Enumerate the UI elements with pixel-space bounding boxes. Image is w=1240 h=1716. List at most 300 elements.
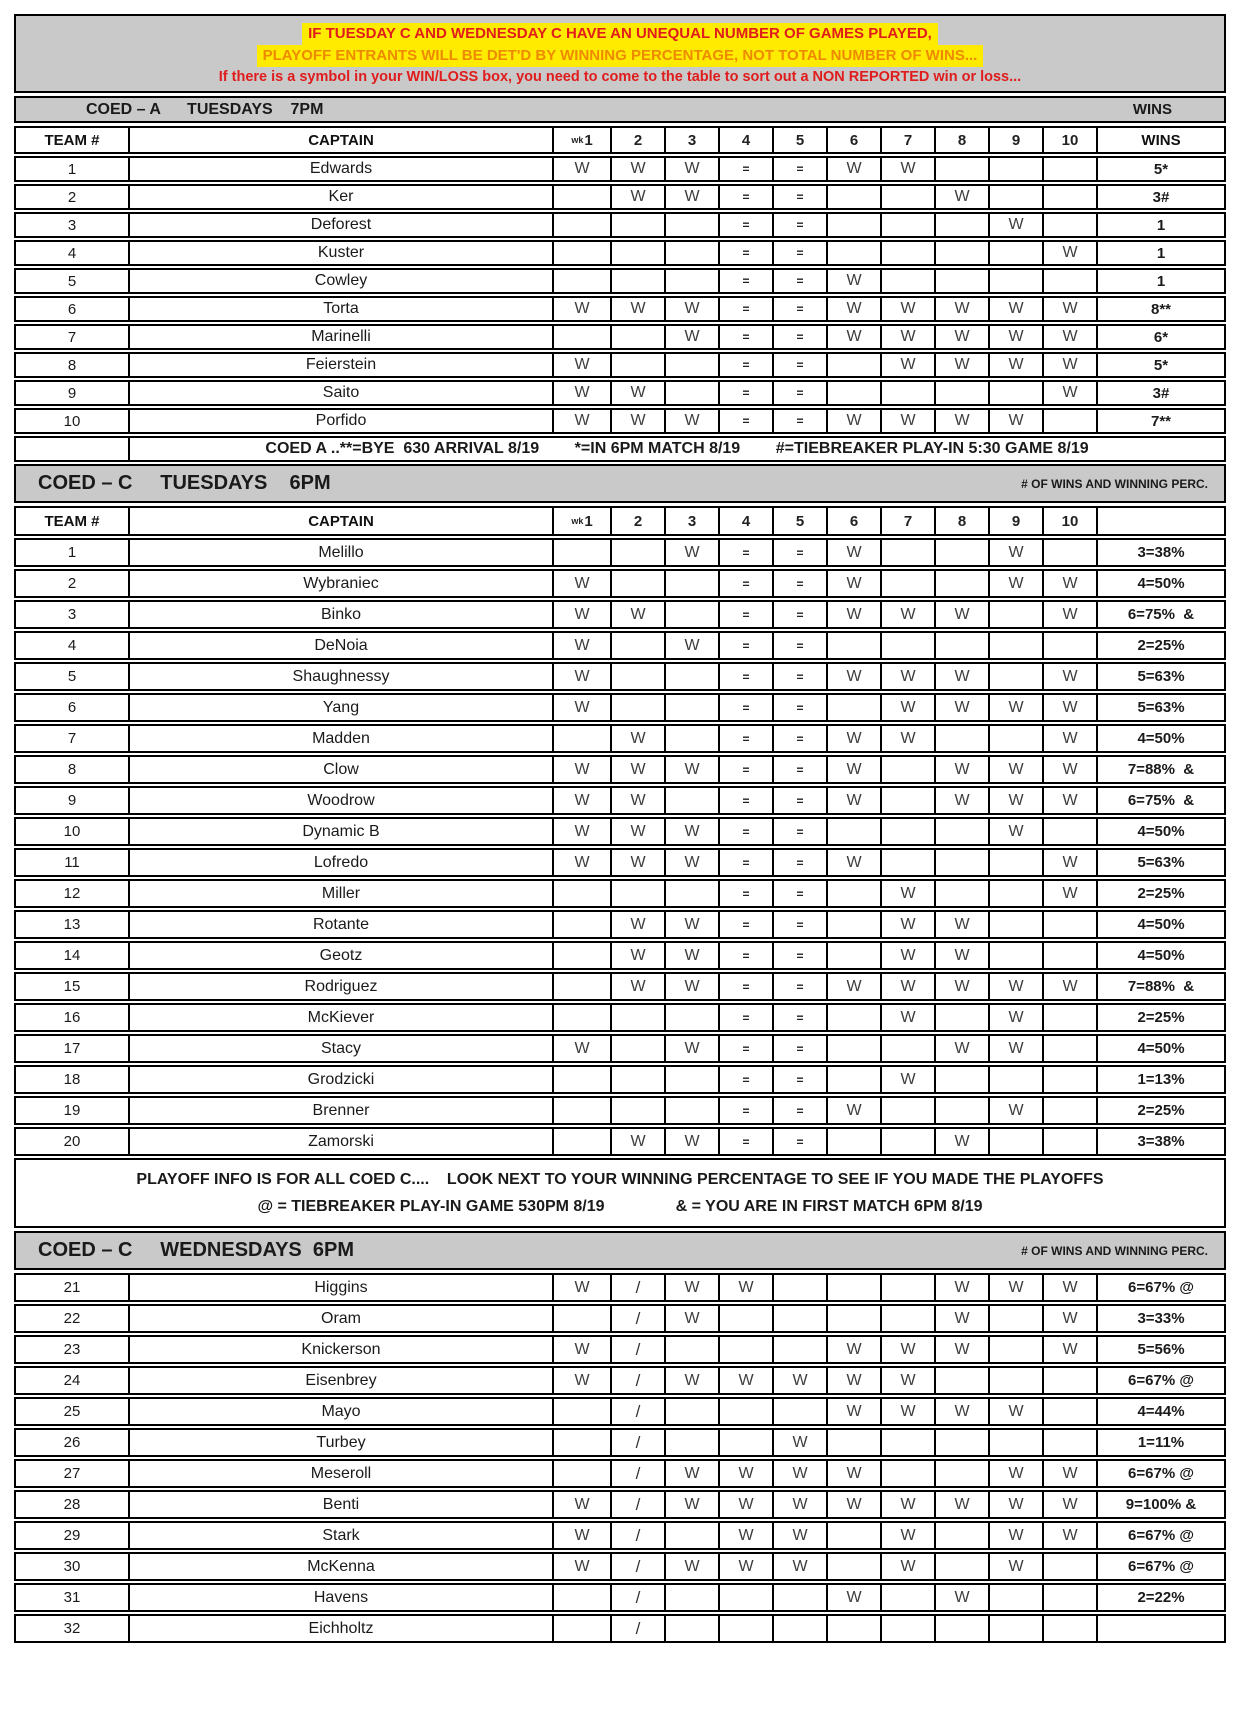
week-result-cell xyxy=(664,270,718,292)
table-row xyxy=(14,724,1226,753)
captain-cell: Porfido xyxy=(128,410,552,432)
week-result-cell xyxy=(934,1005,988,1030)
week-result-cell xyxy=(826,819,880,844)
week-result-cell xyxy=(826,695,880,720)
week-result-cell: / xyxy=(610,1554,664,1579)
week-result-cell: W xyxy=(610,158,664,180)
week-result-cell: W xyxy=(552,664,610,689)
week-result-cell: W xyxy=(772,1523,826,1548)
week-result-cell: W xyxy=(880,602,934,627)
week-result-cell xyxy=(934,1523,988,1548)
week-result-cell xyxy=(610,695,664,720)
week-result-cell: W xyxy=(664,1306,718,1331)
week-result-cell: = xyxy=(772,326,826,348)
week-result-cell: W xyxy=(934,974,988,999)
table-row xyxy=(14,212,1226,238)
week-result-cell xyxy=(664,726,718,751)
week-result-cell xyxy=(826,354,880,376)
wins-cell: 3=38% xyxy=(1096,540,1224,565)
week-result-cell xyxy=(1042,819,1096,844)
week-result-cell: W xyxy=(934,664,988,689)
week-result-cell: W xyxy=(552,1492,610,1517)
week-result-cell: W xyxy=(664,850,718,875)
captain-cell: Madden xyxy=(128,726,552,751)
week-result-cell xyxy=(552,326,610,348)
header-captain-cell: CAPTAIN xyxy=(128,508,552,534)
playoff-info-line-2: @ = TIEBREAKER PLAY-IN GAME 530PM 8/19 & = YOU ARE IN FIRST MATCH 6PM 8/19 xyxy=(257,1198,983,1215)
section-band xyxy=(14,464,1226,503)
captain-cell: Grodzicki xyxy=(128,1067,552,1092)
week-result-cell xyxy=(610,540,664,565)
week-result-cell: W xyxy=(988,1461,1042,1486)
week-result-cell: W xyxy=(1042,602,1096,627)
table-row xyxy=(14,1490,1226,1519)
wins-cell: 3# xyxy=(1096,186,1224,208)
header-team-cell: TEAM # xyxy=(44,131,100,149)
week-result-cell: W xyxy=(934,1129,988,1154)
wins-cell: 2=25% xyxy=(1096,1005,1224,1030)
team-number-cell: 9 xyxy=(67,384,77,402)
captain-cell: Rodriguez xyxy=(128,974,552,999)
section-band xyxy=(14,1231,1226,1270)
captain-cell: Lofredo xyxy=(128,850,552,875)
week-result-cell: = xyxy=(772,695,826,720)
week-result-cell xyxy=(1042,1430,1096,1455)
week-result-cell: W xyxy=(1042,1275,1096,1300)
week-result-cell: / xyxy=(610,1337,664,1362)
week-result-cell xyxy=(988,1337,1042,1362)
wins-cell: 2=22% xyxy=(1096,1585,1224,1610)
week-result-cell xyxy=(826,943,880,968)
week-result-cell: W xyxy=(664,1368,718,1393)
week-result-cell: W xyxy=(610,757,664,782)
week-result-cell xyxy=(772,1616,826,1641)
week-result-cell: W xyxy=(552,354,610,376)
week-result-cell xyxy=(664,1337,718,1362)
week-result-cell: W xyxy=(934,1585,988,1610)
week-result-cell xyxy=(664,1585,718,1610)
week-result-cell xyxy=(826,1616,880,1641)
week-result-cell xyxy=(934,850,988,875)
week-result-cell: = xyxy=(772,974,826,999)
table-row xyxy=(14,156,1226,182)
team-number-cell: 12 xyxy=(63,885,81,902)
week-number-label: 1 xyxy=(584,131,593,149)
table-row xyxy=(14,600,1226,629)
week-result-cell xyxy=(826,1430,880,1455)
week-result-cell xyxy=(552,214,610,236)
table-row xyxy=(14,1614,1226,1643)
week-result-cell xyxy=(826,186,880,208)
week-result-cell: W xyxy=(880,726,934,751)
table-row xyxy=(14,1096,1226,1125)
table-row xyxy=(14,1397,1226,1426)
notice-line-2 xyxy=(20,45,1220,67)
captain-cell: Dynamic B xyxy=(128,819,552,844)
week-result-cell xyxy=(934,540,988,565)
table-row xyxy=(14,1127,1226,1156)
week-result-cell: W xyxy=(1042,382,1096,404)
week-result-cell: W xyxy=(1042,695,1096,720)
week-result-cell xyxy=(1042,633,1096,658)
section-band-right-label: # OF WINS AND WINNING PERC. xyxy=(1021,476,1208,491)
week-result-cell: W xyxy=(552,1368,610,1393)
captain-cell: Stacy xyxy=(128,1036,552,1061)
team-number-cell: 9 xyxy=(67,792,77,809)
week-result-cell xyxy=(552,242,610,264)
week-result-cell xyxy=(826,1036,880,1061)
header-wins-cell: WINS xyxy=(1096,128,1224,152)
week-result-cell: W xyxy=(934,912,988,937)
captain-cell: Turbey xyxy=(128,1430,552,1455)
week-result-cell: W xyxy=(988,974,1042,999)
week-result-cell: = xyxy=(772,664,826,689)
week-result-cell xyxy=(826,1554,880,1579)
header-week-1-cell xyxy=(552,128,610,152)
week-result-cell: = xyxy=(772,158,826,180)
week-result-cell: W xyxy=(880,912,934,937)
team-number-cell: 3 xyxy=(67,606,77,623)
header-week-cell: 10 xyxy=(1042,508,1096,534)
week-result-cell: W xyxy=(1042,1337,1096,1362)
week-result-cell: = xyxy=(772,540,826,565)
playoff-info-box xyxy=(14,1158,1226,1228)
table-row xyxy=(14,380,1226,406)
week-result-cell: W xyxy=(718,1368,772,1393)
week-result-cell xyxy=(552,1616,610,1641)
week-result-cell: W xyxy=(826,664,880,689)
wins-cell: 4=50% xyxy=(1096,943,1224,968)
week-result-cell xyxy=(610,1005,664,1030)
team-number-cell: 4 xyxy=(67,244,77,262)
team-number-cell: 14 xyxy=(63,947,81,964)
week-result-cell: W xyxy=(552,1523,610,1548)
captain-cell: Melillo xyxy=(128,540,552,565)
wins-cell: 1 xyxy=(1096,270,1224,292)
week-result-cell xyxy=(1042,912,1096,937)
week-result-cell: W xyxy=(664,974,718,999)
table-row xyxy=(14,408,1226,434)
table-row xyxy=(14,910,1226,939)
week-result-cell: = xyxy=(772,943,826,968)
team-number-cell: 20 xyxy=(63,1133,81,1150)
week-result-cell xyxy=(988,881,1042,906)
section-title: COED – C WEDNESDAYS 6PM xyxy=(38,1239,354,1261)
header-week-cell: 7 xyxy=(880,128,934,152)
week-result-cell: W xyxy=(826,1585,880,1610)
table-row xyxy=(14,1583,1226,1612)
week-result-cell: W xyxy=(880,1554,934,1579)
team-number-cell: 19 xyxy=(63,1102,81,1119)
table-header-row xyxy=(14,126,1226,154)
week-result-cell: W xyxy=(718,1523,772,1548)
header-captain-cell: CAPTAIN xyxy=(128,128,552,152)
week-result-cell xyxy=(988,633,1042,658)
week-result-cell: W xyxy=(1042,788,1096,813)
team-number-cell: 25 xyxy=(63,1403,81,1420)
week-result-cell: = xyxy=(718,664,772,689)
week-result-cell xyxy=(880,242,934,264)
week-result-cell xyxy=(664,1523,718,1548)
week-result-cell: = xyxy=(718,326,772,348)
team-number-cell: 29 xyxy=(63,1527,81,1544)
week-result-cell: W xyxy=(988,354,1042,376)
week-result-cell xyxy=(1042,186,1096,208)
week-result-cell xyxy=(934,633,988,658)
header-week-1-cell xyxy=(552,508,610,534)
week-result-cell: = xyxy=(772,571,826,596)
week-result-cell xyxy=(826,1067,880,1092)
week-result-cell: W xyxy=(880,695,934,720)
captain-cell: Geotz xyxy=(128,943,552,968)
week-result-cell: = xyxy=(772,1036,826,1061)
wins-cell: 3=33% xyxy=(1096,1306,1224,1331)
captain-cell: McKenna xyxy=(128,1554,552,1579)
week-result-cell: = xyxy=(718,298,772,320)
wins-cell: 2=25% xyxy=(1096,633,1224,658)
week-result-cell: W xyxy=(610,298,664,320)
week-result-cell xyxy=(880,382,934,404)
week-result-cell: W xyxy=(552,757,610,782)
week-result-cell: = xyxy=(772,382,826,404)
header-week-cell: 6 xyxy=(826,508,880,534)
team-number-cell: 31 xyxy=(63,1589,81,1606)
section-coed-c-tuesdays xyxy=(14,464,1226,1156)
week-result-cell: / xyxy=(610,1523,664,1548)
footer-note: COED A ..**=BYE 630 ARRIVAL 8/19 *=IN 6PM MATCH 8/19 #=TIEBREAKER PLAY-IN 5:30 GAME 8/19 xyxy=(128,438,1224,460)
week-result-cell: W xyxy=(880,1337,934,1362)
week-result-cell: W xyxy=(718,1554,772,1579)
week-result-cell: W xyxy=(988,298,1042,320)
week-result-cell: / xyxy=(610,1399,664,1424)
team-number-cell: 32 xyxy=(63,1620,81,1637)
captain-cell: Meseroll xyxy=(128,1461,552,1486)
week-result-cell xyxy=(988,270,1042,292)
week-result-cell: W xyxy=(664,1275,718,1300)
wins-cell: 6* xyxy=(1096,326,1224,348)
week-result-cell xyxy=(826,214,880,236)
wins-cell xyxy=(1096,1616,1224,1641)
week-result-cell: = xyxy=(772,757,826,782)
week-result-cell: W xyxy=(772,1368,826,1393)
team-number-cell: 15 xyxy=(63,978,81,995)
team-number-cell: 16 xyxy=(63,1009,81,1026)
week-result-cell: W xyxy=(826,788,880,813)
week-result-cell xyxy=(664,695,718,720)
captain-cell: Woodrow xyxy=(128,788,552,813)
team-number-cell: 5 xyxy=(67,272,77,290)
table-row xyxy=(14,1003,1226,1032)
week-result-cell xyxy=(934,881,988,906)
week-result-cell xyxy=(718,1616,772,1641)
week-result-cell: W xyxy=(988,757,1042,782)
week-result-cell xyxy=(552,1067,610,1092)
week-result-cell: = xyxy=(718,943,772,968)
week-result-cell: W xyxy=(610,382,664,404)
week-result-cell: W xyxy=(880,1492,934,1517)
week-result-cell: W xyxy=(988,695,1042,720)
week-result-cell: W xyxy=(880,354,934,376)
notice-line-2-text: PLAYOFF ENTRANTS WILL BE DET'D BY WINNING PERCENTAGE, NOT TOTAL NUMBER OF WINS... xyxy=(257,45,984,67)
week-result-cell: W xyxy=(880,158,934,180)
week-result-cell: W xyxy=(772,1430,826,1455)
week-result-cell xyxy=(934,726,988,751)
week-result-cell: = xyxy=(718,382,772,404)
week-result-cell xyxy=(934,1616,988,1641)
week-result-cell: W xyxy=(552,633,610,658)
captain-cell: Miller xyxy=(128,881,552,906)
week-result-cell: W xyxy=(610,602,664,627)
week-result-cell: = xyxy=(772,214,826,236)
table-row xyxy=(14,1065,1226,1094)
week-result-cell: W xyxy=(1042,974,1096,999)
week-result-cell: W xyxy=(826,1337,880,1362)
captain-cell: Kuster xyxy=(128,242,552,264)
header-week-cell: 3 xyxy=(664,508,718,534)
week-result-cell: W xyxy=(988,214,1042,236)
week-result-cell: W xyxy=(934,298,988,320)
week-result-cell xyxy=(552,540,610,565)
week-result-cell xyxy=(610,1036,664,1061)
wins-cell: 4=50% xyxy=(1096,726,1224,751)
captain-cell: Edwards xyxy=(128,158,552,180)
table-row xyxy=(14,1335,1226,1364)
week-result-cell: W xyxy=(610,974,664,999)
week-result-cell xyxy=(1042,410,1096,432)
week-result-cell xyxy=(718,1430,772,1455)
week-result-cell: = xyxy=(718,633,772,658)
week-result-cell: W xyxy=(552,819,610,844)
week-result-cell xyxy=(988,186,1042,208)
week-result-cell: W xyxy=(934,326,988,348)
header-week-cell: 4 xyxy=(718,128,772,152)
week-result-cell xyxy=(988,1067,1042,1092)
week-result-cell: W xyxy=(664,326,718,348)
week-result-cell xyxy=(988,1368,1042,1393)
week-result-cell xyxy=(1042,1585,1096,1610)
week-result-cell: W xyxy=(718,1275,772,1300)
week-result-cell: W xyxy=(826,726,880,751)
team-number-cell: 21 xyxy=(63,1279,81,1296)
week-result-cell xyxy=(988,1430,1042,1455)
wins-cell: 5=63% xyxy=(1096,664,1224,689)
week-result-cell xyxy=(988,1129,1042,1154)
captain-cell: Knickerson xyxy=(128,1337,552,1362)
playoff-info-line-1: PLAYOFF INFO IS FOR ALL COED C.... LOOK NEXT TO YOUR WINNING PERCENTAGE TO SEE IF YOU MADE THE PLAYOFFS xyxy=(136,1171,1104,1188)
week-result-cell: / xyxy=(610,1368,664,1393)
week-result-cell xyxy=(610,270,664,292)
week-result-cell xyxy=(826,242,880,264)
week-prefix-label: wk xyxy=(571,135,584,145)
week-result-cell: W xyxy=(664,1036,718,1061)
team-number-cell: 11 xyxy=(64,854,80,871)
week-result-cell: W xyxy=(610,850,664,875)
week-result-cell xyxy=(1042,214,1096,236)
wins-cell: 5=63% xyxy=(1096,850,1224,875)
week-result-cell xyxy=(1042,1098,1096,1123)
week-result-cell xyxy=(934,382,988,404)
week-result-cell xyxy=(552,1461,610,1486)
week-result-cell xyxy=(610,1098,664,1123)
wins-cell: 4=50% xyxy=(1096,912,1224,937)
week-result-cell: W xyxy=(934,186,988,208)
captain-cell: Brenner xyxy=(128,1098,552,1123)
notice-line-1 xyxy=(20,23,1220,45)
week-result-cell: W xyxy=(664,819,718,844)
week-result-cell: W xyxy=(664,943,718,968)
week-result-cell: W xyxy=(1042,850,1096,875)
week-result-cell: W xyxy=(552,1337,610,1362)
week-result-cell: W xyxy=(1042,726,1096,751)
team-number-cell: 2 xyxy=(67,575,77,592)
footer-note-row xyxy=(14,436,1226,462)
team-number-cell: 3 xyxy=(67,216,77,234)
team-number-cell: 10 xyxy=(63,412,81,430)
week-result-cell xyxy=(664,1098,718,1123)
week-result-cell: W xyxy=(664,633,718,658)
wins-cell: 5* xyxy=(1096,158,1224,180)
week-result-cell xyxy=(880,540,934,565)
week-result-cell xyxy=(934,270,988,292)
captain-cell: Yang xyxy=(128,695,552,720)
table-row xyxy=(14,972,1226,1001)
week-result-cell: W xyxy=(664,410,718,432)
week-result-cell xyxy=(988,912,1042,937)
team-number-cell: 7 xyxy=(67,730,77,747)
week-result-cell: W xyxy=(880,1067,934,1092)
week-result-cell: W xyxy=(1042,354,1096,376)
week-result-cell: = xyxy=(718,540,772,565)
week-result-cell xyxy=(610,242,664,264)
week-result-cell: = xyxy=(718,819,772,844)
week-result-cell xyxy=(880,757,934,782)
week-result-cell: W xyxy=(772,1554,826,1579)
week-result-cell: W xyxy=(1042,1306,1096,1331)
week-result-cell: W xyxy=(552,298,610,320)
wins-cell: 1=11% xyxy=(1096,1430,1224,1455)
captain-cell: Benti xyxy=(128,1492,552,1517)
week-result-cell xyxy=(934,214,988,236)
week-result-cell: = xyxy=(772,242,826,264)
captain-cell: Binko xyxy=(128,602,552,627)
week-result-cell: W xyxy=(1042,1461,1096,1486)
week-result-cell: = xyxy=(772,1005,826,1030)
wins-cell: 1=13% xyxy=(1096,1067,1224,1092)
week-result-cell: W xyxy=(826,1399,880,1424)
week-result-cell xyxy=(552,881,610,906)
table-row xyxy=(14,693,1226,722)
week-result-cell: W xyxy=(664,540,718,565)
week-result-cell: W xyxy=(610,186,664,208)
week-result-cell: = xyxy=(718,186,772,208)
week-result-cell xyxy=(826,912,880,937)
captain-cell: Cowley xyxy=(128,270,552,292)
week-result-cell: W xyxy=(664,1461,718,1486)
week-result-cell: W xyxy=(1042,298,1096,320)
week-result-cell: = xyxy=(772,819,826,844)
week-result-cell xyxy=(552,1430,610,1455)
header-week-cell: 5 xyxy=(772,128,826,152)
week-result-cell: W xyxy=(988,410,1042,432)
week-result-cell: W xyxy=(664,186,718,208)
table-row xyxy=(14,941,1226,970)
week-result-cell xyxy=(988,943,1042,968)
team-number-cell: 27 xyxy=(63,1465,81,1482)
week-result-cell: W xyxy=(934,1399,988,1424)
week-result-cell xyxy=(664,242,718,264)
week-result-cell xyxy=(772,1306,826,1331)
week-result-cell: / xyxy=(610,1461,664,1486)
